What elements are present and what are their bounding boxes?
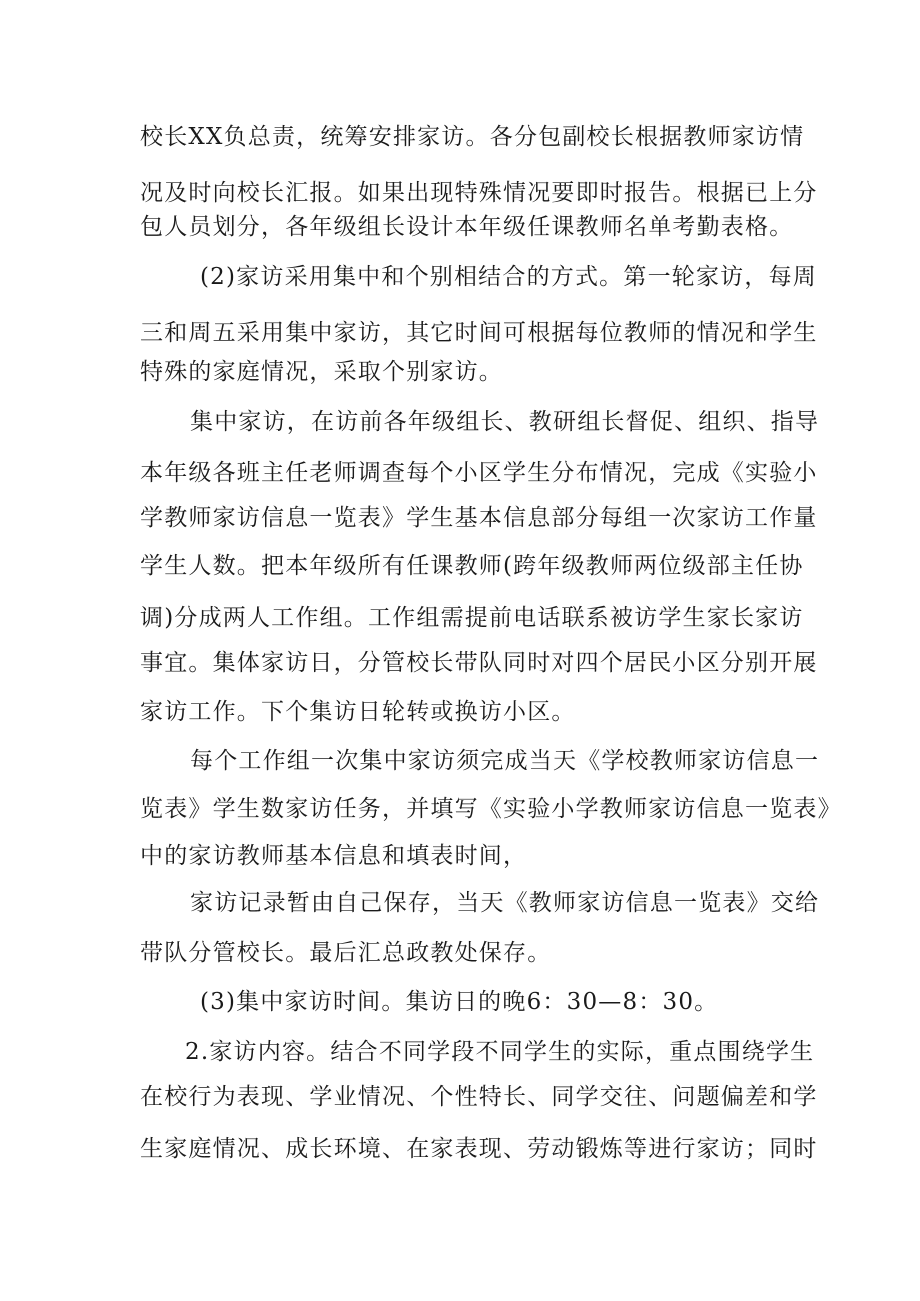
text-line: 事宜。集体家访日，分管校长带队同时对四个居民小区分别开展 [140,650,818,676]
text-line: 学生人数。把本年级所有任课教师(跨年级教师两位级部主任协 [140,553,804,579]
text-line: 览表》学生数家访任务，并填写《实验小学教师家访信息一览表》 [140,796,842,822]
text-line: 特殊的家庭情况，采取个别家访。 [140,359,503,385]
text-line: 校长XX负总责，统筹安排家访。各分包副校长根据教师家访情 [140,124,805,150]
text-line: 在校行为表现、学业情况、个性特长、同学交往、问题偏差和学 [140,1084,818,1110]
text-line: 家访记录暂由自己保存，当天《教师家访信息一览表》交给 [190,890,820,916]
text-line: 三和周五采用集中家访，其它时间可根据每位教师的情况和学生 [140,320,818,346]
text-line: 生家庭情况、成长环境、在家表现、劳动锻炼等进行家访；同时 [140,1136,818,1162]
text-line: 调)分成两人工作组。工作组需提前电话联系被访学生家长家访 [140,605,804,631]
text-line: 包人员划分，各年级组长设计本年级任课教师名单考勤表格。 [140,214,794,240]
text-line: 学教师家访信息一览表》学生基本信息部分每组一次家访工作量 [140,505,818,531]
text-line: 带队分管校长。最后汇总政教处保存。 [140,940,552,966]
text-line: 况及时向校长汇报。如果出现特殊情况要即时报告。根据已上分 [140,180,818,206]
text-line: 2.家访内容。结合不同学段不同学生的实际，重点围绕学生 [185,1039,815,1065]
text-line: 集中家访，在访前各年级组长、教研组长督促、组织、指导 [190,409,820,435]
text-line: (3)集中家访时间。集访日的晚6：30—8：30。 [200,989,719,1015]
text-line: 本年级各班主任老师调查每个小区学生分布情况，完成《实验小 [140,460,818,486]
text-line: 每个工作组一次集中家访须完成当天《学校教师家访信息一 [190,748,820,774]
text-line: 中的家访教师基本信息和填表时间， [140,843,528,869]
text-line: (2)家访采用集中和个别相结合的方式。第一轮家访，每周 [200,264,817,290]
text-line: 家访工作。下个集访日轮转或换访小区。 [140,699,576,725]
